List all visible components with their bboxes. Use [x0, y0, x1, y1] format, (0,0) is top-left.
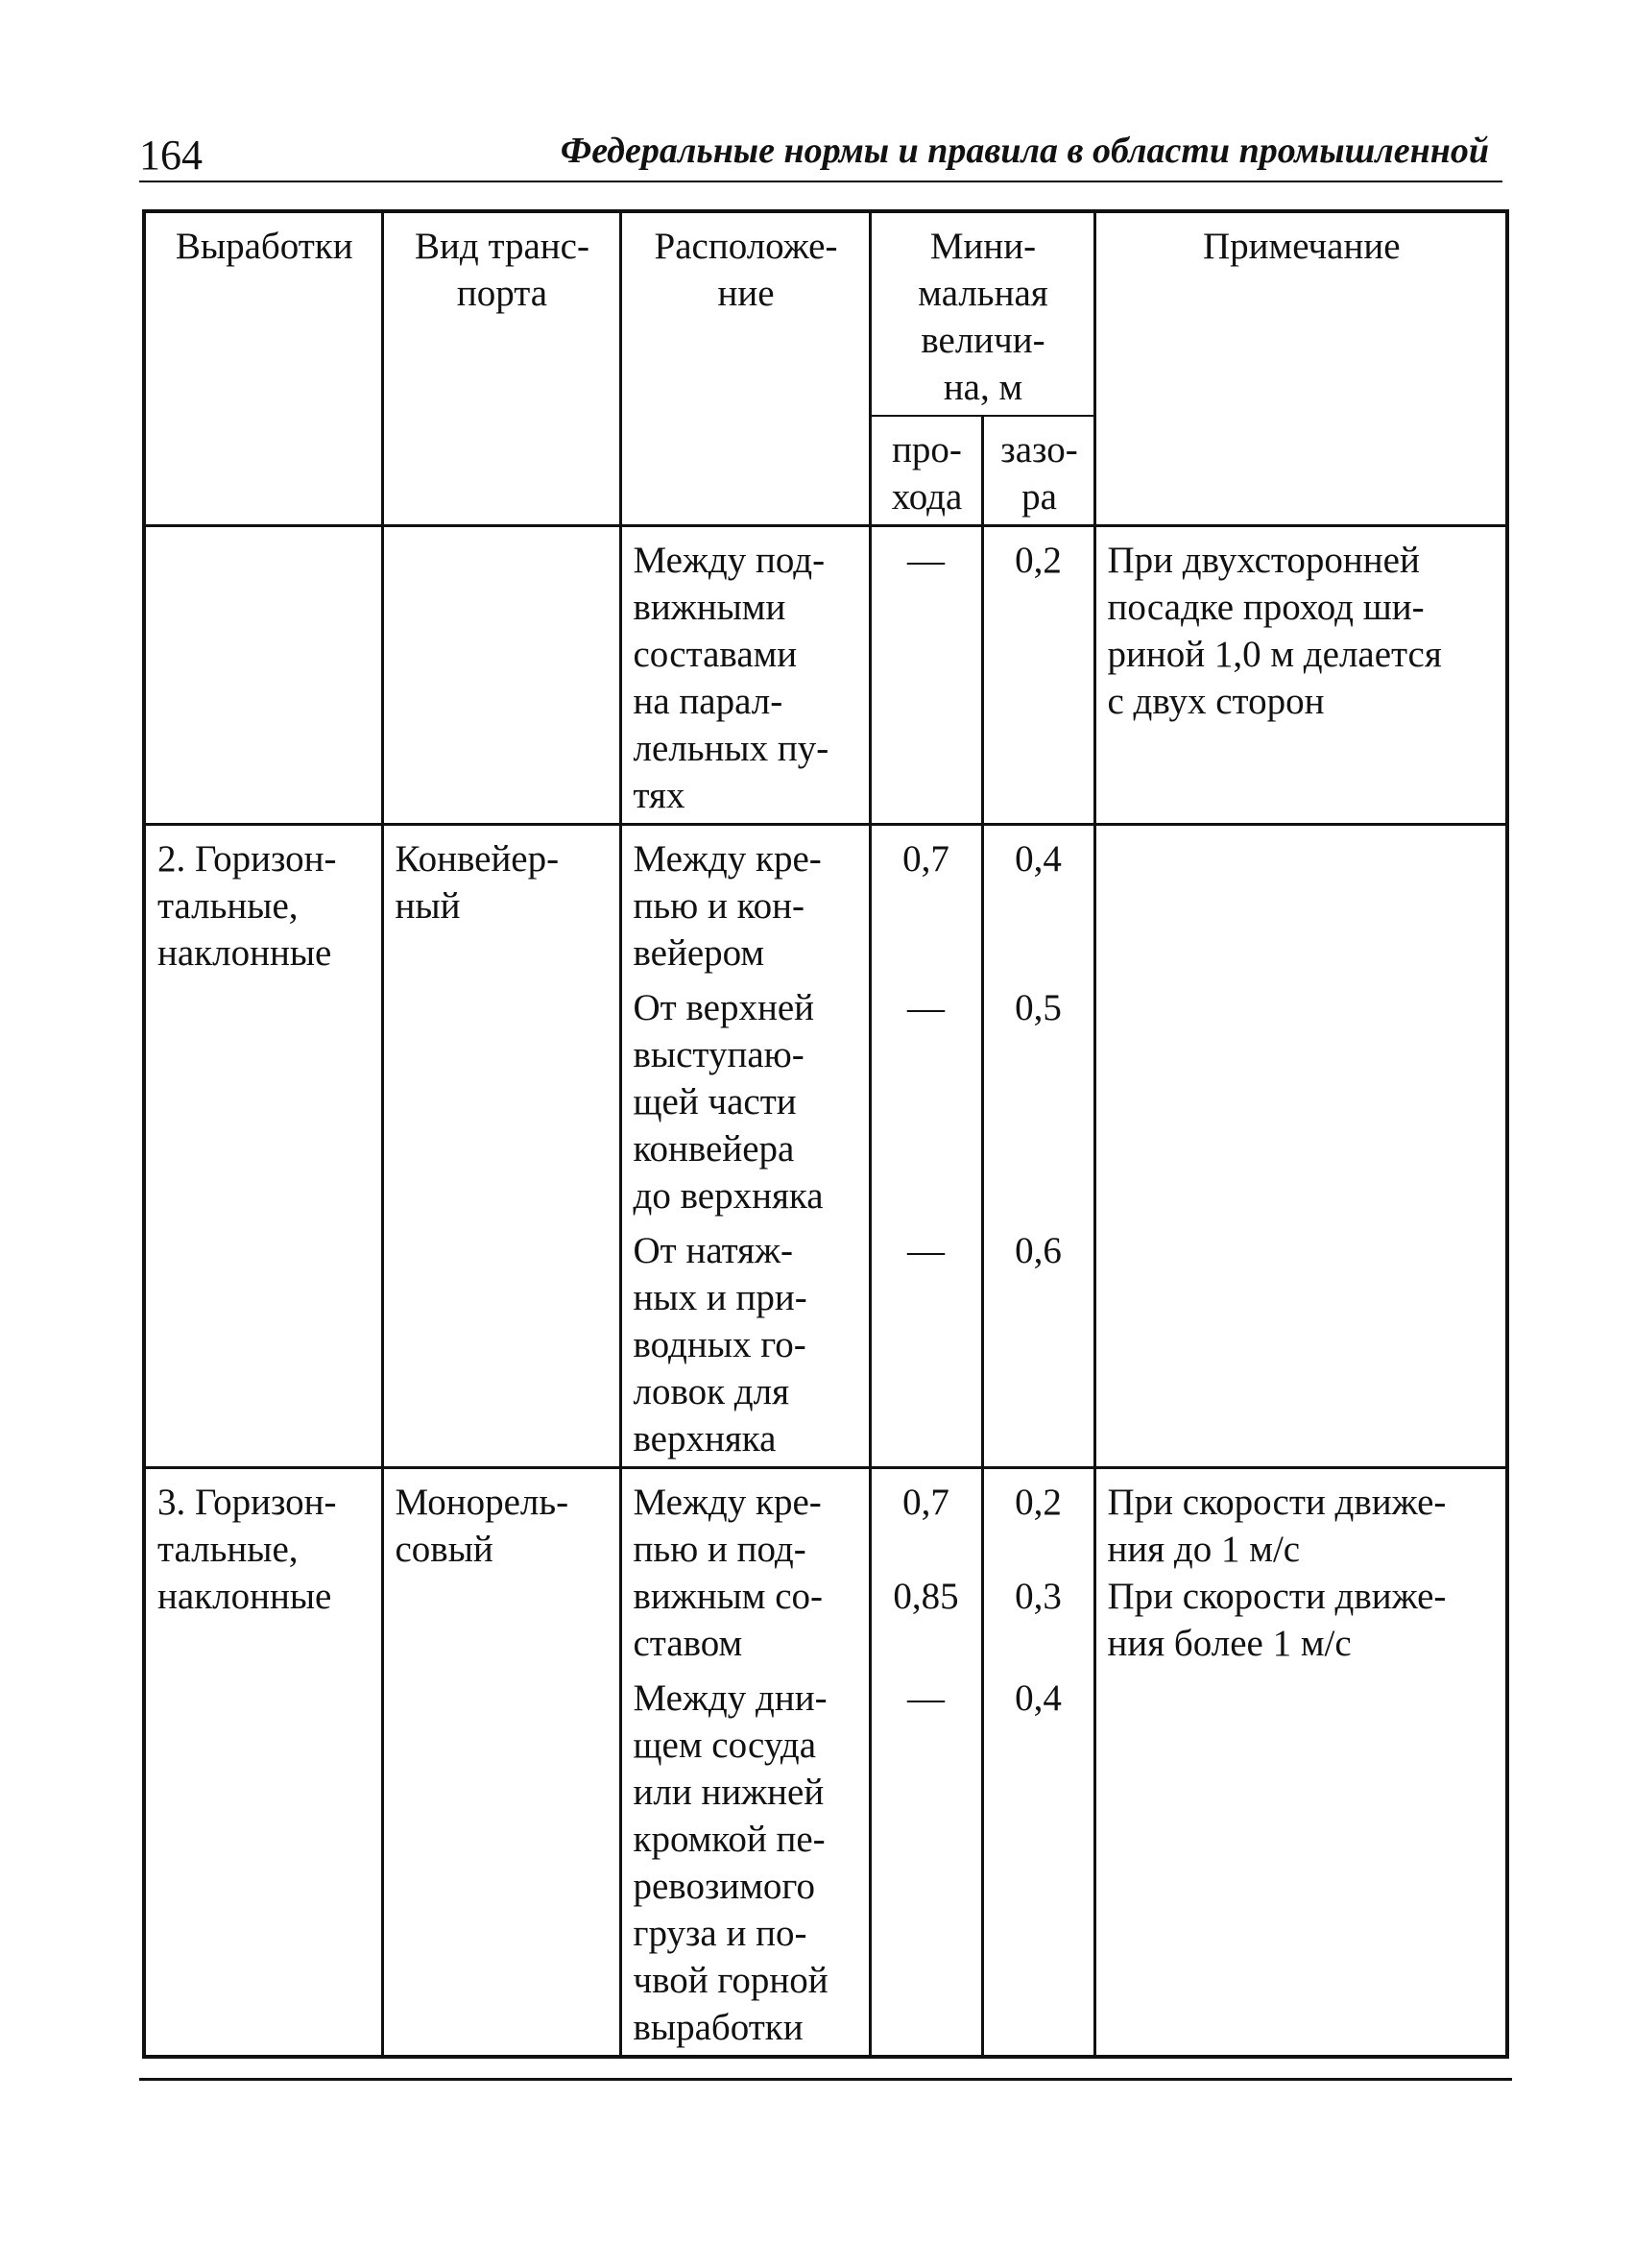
- cell-location: Между кре- пью и под- вижным со- ставом: [620, 1468, 870, 1672]
- table-row: [144, 526, 1507, 825]
- table-row: [144, 1468, 1507, 1672]
- cell-location: Между под- вижными составами на парал- лельных пу- тях: [620, 526, 870, 825]
- running-head: Федеральные нормы и правила в области промышленной: [560, 131, 1489, 171]
- cell-transport: [382, 526, 620, 825]
- cell-workings: 2. Горизон- тальные, наклонные: [144, 825, 382, 1468]
- cell-location: Между дни- щем сосуда или нижней кромкой пе- ревозимого груза и по- чвой горной выработки: [620, 1671, 870, 2057]
- cell-pass: —: [870, 526, 982, 825]
- cell-gap: 0,2: [982, 526, 1094, 825]
- cell-location: Между кре- пью и кон- вейером: [620, 825, 870, 981]
- cell-location: От верхней выступаю- щей части конвейера до верхняка: [620, 980, 870, 1223]
- footer-rule: [139, 2078, 1512, 2081]
- cell-gap: 0,4: [982, 1671, 1094, 2057]
- cell-transport: Монорель- совый: [382, 1468, 620, 2058]
- header-transport: Вид транс- порта: [382, 211, 620, 526]
- cell-note: При скорости движе- ния до 1 м/с При скорости движе- ния более 1 м/с: [1094, 1468, 1507, 2058]
- cell-gap: 0,5: [982, 980, 1094, 1223]
- header-rule: [139, 181, 1502, 182]
- cell-pass: —: [870, 980, 982, 1223]
- header-location: Расположе- ние: [620, 211, 870, 526]
- cell-pass: —: [870, 1223, 982, 1468]
- header-gap: зазо- ра: [982, 416, 1094, 526]
- cell-pass: 0,7 0,85: [870, 1468, 982, 1672]
- cell-pass: 0,7: [870, 825, 982, 981]
- table-row: [144, 825, 1507, 981]
- cell-note: [1094, 825, 1507, 1468]
- cell-gap: 0,4: [982, 825, 1094, 981]
- norms-table: [142, 209, 1509, 2059]
- header-workings: Выработки: [144, 211, 382, 526]
- cell-workings: [144, 526, 382, 825]
- header-note: Примечание: [1094, 211, 1507, 526]
- cell-note: При двухсторонней посадке проход ши- риной 1,0 м делается с двух сторон: [1094, 526, 1507, 825]
- cell-transport: Конвейер- ный: [382, 825, 620, 1468]
- header-min-value: Мини- мальная величи- на, м: [870, 211, 1094, 416]
- page-number: 164: [139, 132, 203, 179]
- cell-workings: 3. Горизон- тальные, наклонные: [144, 1468, 382, 2058]
- cell-gap: 0,6: [982, 1223, 1094, 1468]
- cell-pass: —: [870, 1671, 982, 2057]
- cell-gap: 0,2 0,3: [982, 1468, 1094, 1672]
- header-pass: про- хода: [870, 416, 982, 526]
- table-header-row: [144, 211, 1507, 416]
- cell-location: От натяж- ных и при- водных го- ловок для верхняка: [620, 1223, 870, 1468]
